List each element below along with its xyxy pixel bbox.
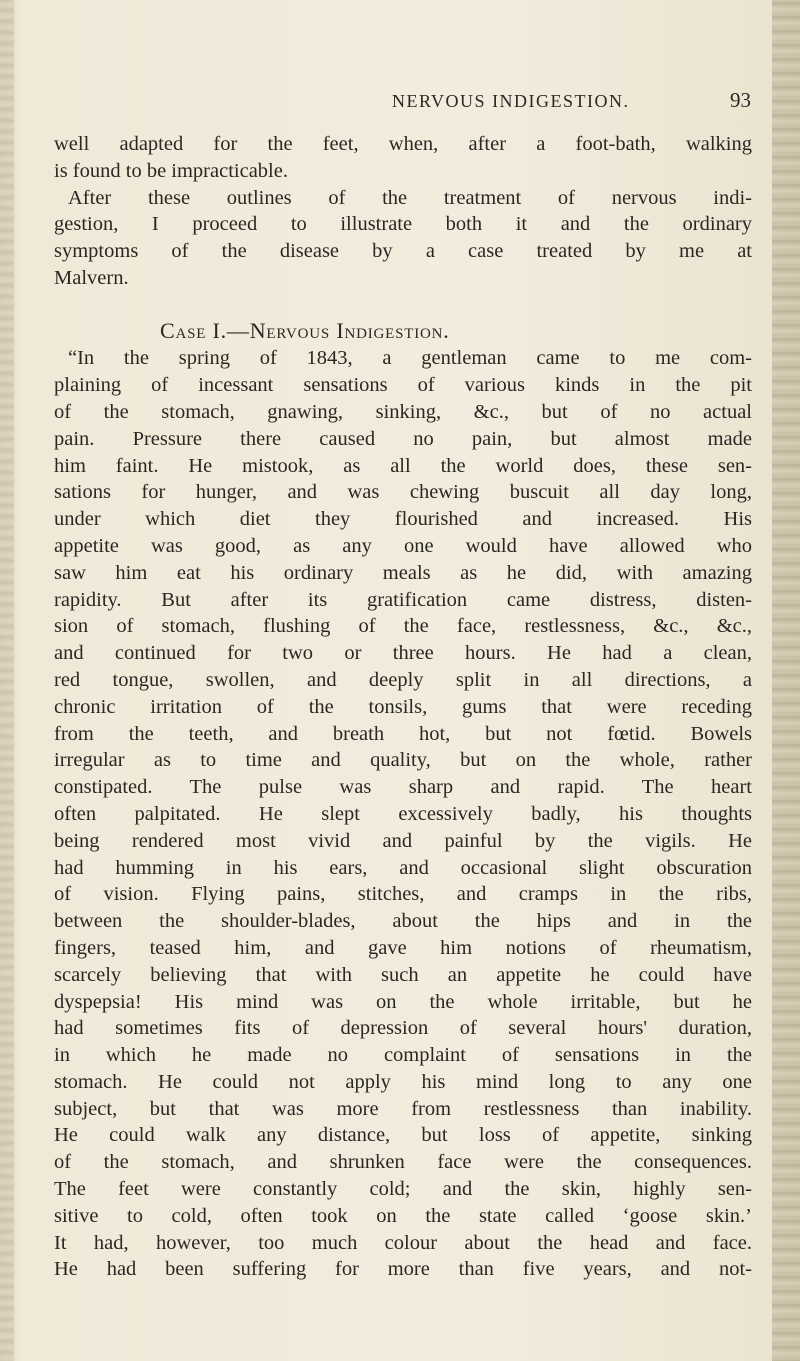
text-line: sations for hunger, and was chewing buscuit all day long, [54,481,752,504]
text-line: symptoms of the disease by a case treated by me at [54,240,752,263]
text-line: from the teeth, and breath hot, but not fœtid. Bowels [54,722,752,745]
text-line: rapidity. But after its gratification came distress, disten- [54,588,752,611]
text-line: Malvern. [54,266,129,289]
text-line: He had been suffering for more than five years, and not- [54,1258,752,1281]
text-line: sitive to cold, often took on the state called ‘goose skin.’ [54,1204,752,1227]
text-line: pain. Pressure there caused no pain, but almost made [54,427,752,450]
text-line: constipated. The pulse was sharp and rapid. The heart [54,776,752,799]
text-line: saw him eat his ordinary meals as he did, with amazing [54,561,752,584]
body-text [54,131,752,1283]
text-line: dyspepsia! His mind was on the whole irritable, but he [54,990,752,1013]
case-heading: Case I.—Nervous Indigestion. [160,317,450,343]
text-line: appetite was good, as any one would have allowed who [54,534,752,557]
text-line: under which diet they flourished and increased. His [54,508,752,531]
running-head: NERVOUS INDIGESTION. [392,91,630,111]
text-line: had sometimes fits of depression of several hours' duration, [54,1017,752,1040]
text-line: After these outlines of the treatment of nervous indi- [68,186,752,209]
text-line: being rendered most vivid and painful by the vigils. He [54,829,752,852]
text-line: and continued for two or three hours. He had a clean, [54,642,752,665]
text-line: red tongue, swollen, and deeply split in all directions, a [54,668,752,691]
text-line: subject, but that was more from restlessness than inability. [54,1097,752,1120]
text-line: him faint. He mistook, as all the world does, these sen- [54,454,752,477]
page-outer-edge [772,0,800,1361]
text-line: sion of stomach, flushing of the face, restlessness, &c., &c., [54,615,752,638]
text-line: well adapted for the feet, when, after a foot-bath, walking [54,133,752,155]
text-line: of vision. Flying pains, stitches, and cramps in the ribs, [54,883,752,906]
text-line: stomach. He could not apply his mind long to any one [54,1070,752,1093]
text-line: scarcely believing that with such an appetite he could have [54,963,752,986]
text-line: irregular as to time and quality, but on the whole, rather [54,749,752,772]
text-line: of the stomach, and shrunken face were the consequences. [54,1151,752,1174]
page-number: 93 [730,88,751,112]
text-line: is found to be impracticable. [54,159,288,182]
page-binding-edge [0,0,14,1361]
text-line: It had, however, too much colour about the head and face. [54,1231,752,1254]
text-line: of the stomach, gnawing, sinking, &c., but of no actual [54,400,752,423]
text-line: plaining of incessant sensations of various kinds in the pit [54,374,752,397]
text-line: in which he made no complaint of sensations in the [54,1044,752,1067]
text-line: He could walk any distance, but loss of appetite, sinking [54,1124,752,1147]
text-line: “In the spring of 1843, a gentleman came to me com- [68,347,752,370]
text-line: The feet were constantly cold; and the skin, highly sen- [54,1178,752,1201]
text-line: often palpitated. He slept excessively badly, his thoughts [54,802,752,825]
page-header [40,88,751,118]
text-line: had humming in his ears, and occasional slight obscuration [54,856,752,879]
text-line: gestion, I proceed to illustrate both it and the ordinary [54,213,752,236]
text-line: chronic irritation of the tonsils, gums that were receding [54,695,752,718]
text-line: fingers, teased him, and gave him notions of rheumatism, [54,936,752,959]
text-line: between the shoulder-blades, about the hips and in the [54,910,752,933]
